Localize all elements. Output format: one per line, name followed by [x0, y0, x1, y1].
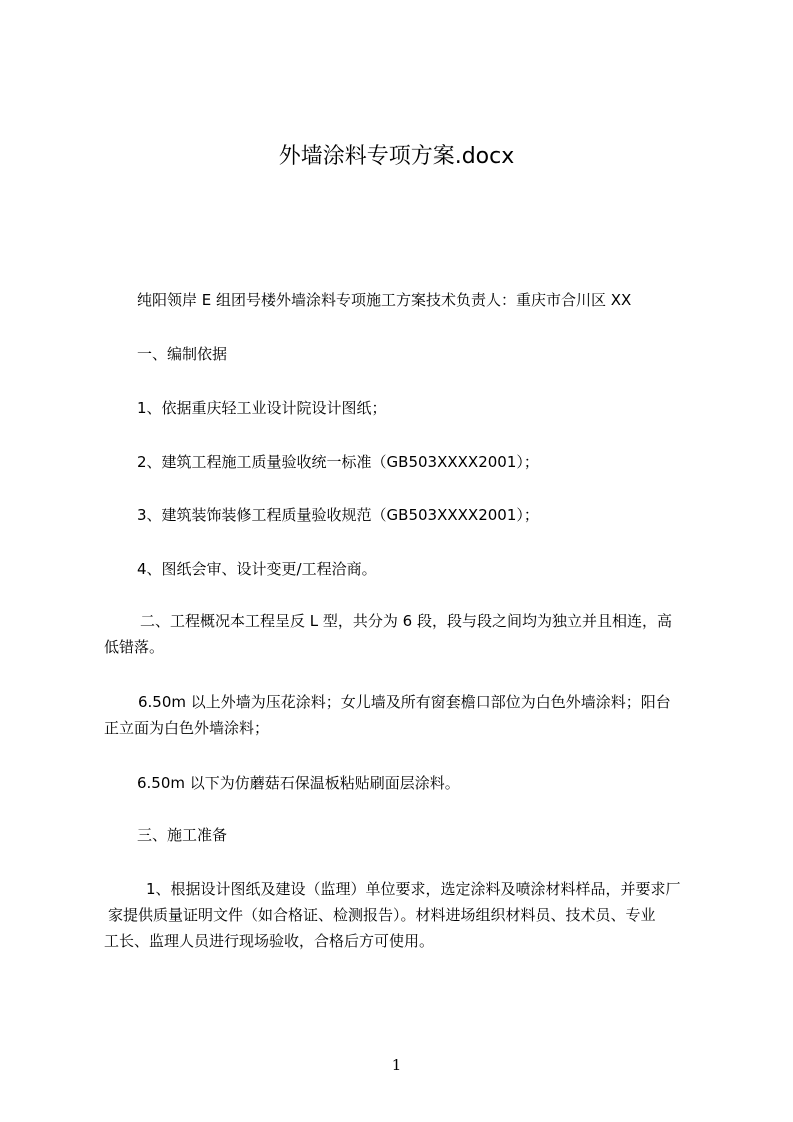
intro-paragraph: [137, 287, 631, 313]
section-3-heading: [137, 822, 227, 848]
basis-item-4-text: 4、图纸会审、设计变更/工程洽商。: [137, 560, 377, 578]
project-overview-line-1: 二、工程概况本工程呈反 L 型，共分为 6 段，段与段之间均为独立并且相连，高: [140, 612, 672, 630]
project-overview-paragraph: [104, 608, 672, 660]
lower-wall-text: 6.50m 以下为仿蘑菇石保温板粘贴刷面层涂料。: [137, 774, 460, 792]
project-overview-line-2: 低错落。: [104, 638, 165, 656]
basis-item-1-text: 1、依据重庆轻工业设计院设计图纸；: [137, 399, 387, 417]
lower-wall-paragraph: [137, 770, 460, 796]
intro-text: 纯阳领岸 E 组团号楼外墙涂料专项施工方案技术负责人：重庆市合川区 XX: [137, 291, 632, 309]
basis-item-1: [137, 395, 387, 421]
document-title: 外墙涂料专项方案.docx: [278, 144, 515, 169]
upper-wall-paragraph: [104, 689, 671, 741]
page-number: 1: [391, 1056, 402, 1074]
basis-item-3-text: 3、建筑装饰装修工程质量验收规范（GB503XXXX2001）；: [137, 506, 539, 524]
basis-item-2: [137, 449, 539, 475]
basis-item-2-text: 2、建筑工程施工质量验收统一标准（GB503XXXX2001）；: [137, 453, 539, 471]
preparation-item-1-line-3: 工长、监理人员进行现场验收，合格后方可使用。: [104, 932, 435, 950]
section-1-heading: [137, 341, 227, 367]
preparation-item-1-line-1: 1、根据设计图纸及建设（监理）单位要求，选定涂料及喷涂材料样品，并要求厂: [146, 880, 681, 898]
preparation-item-1: [104, 876, 681, 954]
section-1-heading-text: 一、编制依据: [137, 345, 228, 363]
section-3-heading-text: 三、施工准备: [137, 826, 228, 844]
basis-item-3: [137, 502, 539, 528]
basis-item-4: [137, 556, 377, 582]
preparation-item-1-line-2: 家提供质量证明文件（如合格证、检测报告）。材料进场组织材料员、技术员、专业: [108, 906, 656, 924]
upper-wall-line-2: 正立面为白色外墙涂料；: [104, 719, 270, 737]
upper-wall-line-1: 6.50m 以上外墙为压花涂料；女儿墙及所有窗套檐口部位为白色外墙涂料；阳台: [138, 693, 671, 711]
